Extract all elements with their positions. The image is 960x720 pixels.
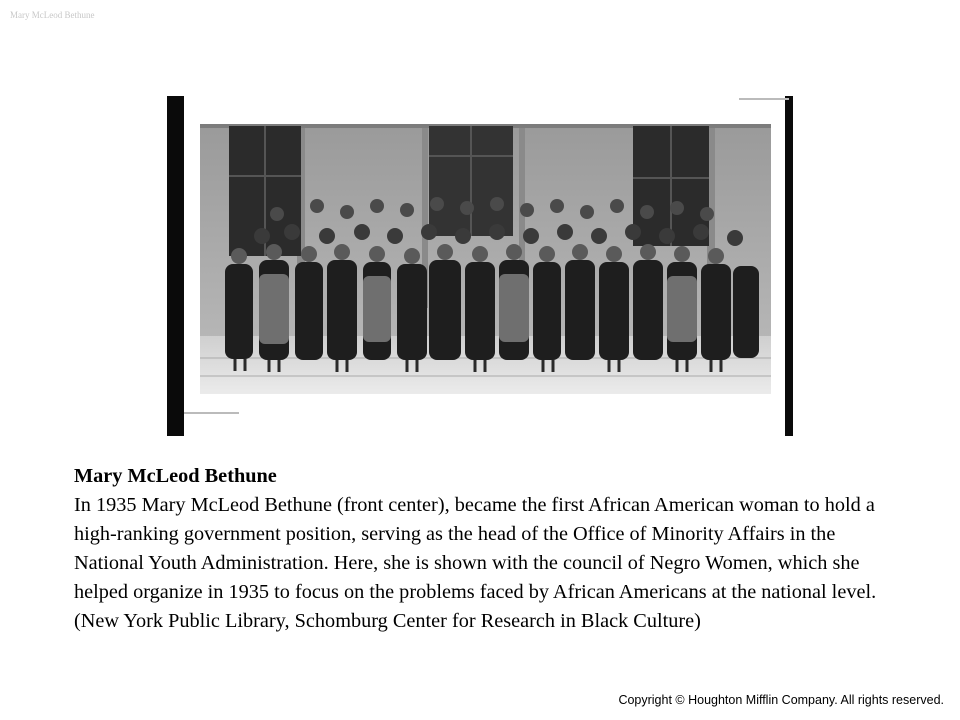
photograph-image [167,96,793,436]
slide-header-title: Mary McLeod Bethune [10,10,95,20]
copyright-notice: Copyright © Houghton Mifflin Company. All rights reserved. [618,693,944,707]
historical-group-photograph [167,96,793,436]
photo-caption [74,462,904,636]
caption-body: In 1935 Mary McLeod Bethune (front center), became the first African American woman to hold a high-ranking government position, serving as the head of the Office of Minority Affairs in the National Youth Administration. Here, she is shown with the council of Negro Women, which she helped organize in 1935 to focus on the problems faced by African Americans at the national level. (New York Public Library, Schomburg Center for Research in Black Culture) [74,494,877,632]
caption-title: Mary McLeod Bethune [74,465,277,487]
